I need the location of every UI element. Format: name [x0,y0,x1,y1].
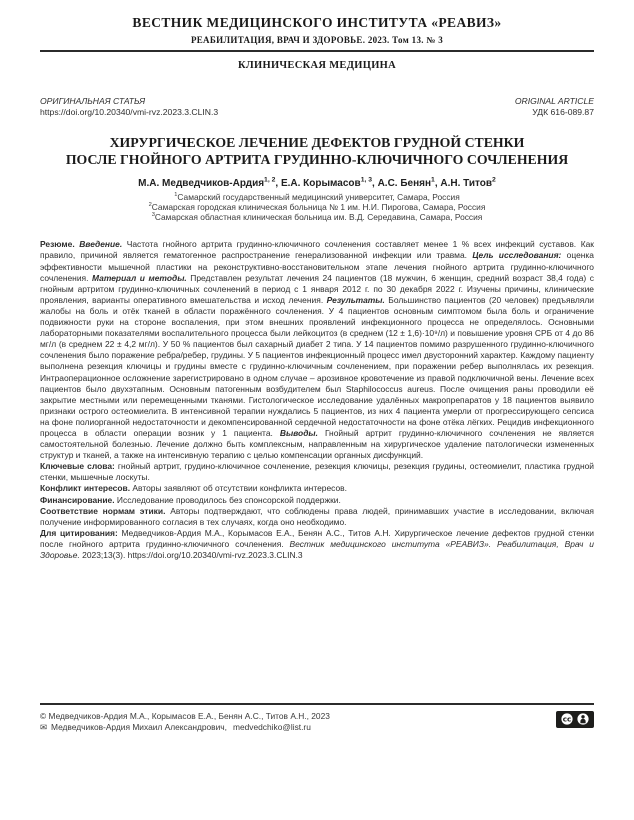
cc-by-license-badge[interactable] [556,711,594,728]
funding-statement: Финансирование. Исследование проводилось без спонсорской поддержки. [40,494,341,505]
affiliation-1: $^1$Самарский государственный медицинский университет, Самара, Россия [174,192,460,202]
citation-paragraph: Для цитирования: Медведчиков-Ардия М.А., Корымасов Е.А., Бенян А.С., Титов А.Н. Хирургическое лечение дефектов грудной стенки после гнойного артрита грудинно-ключичного сочленения. Вестник медицинского института «РЕАВИЗ». Реабилитация, Врач и Здоровье. 2023;13(3). https://doi.org/10.20340/vmi-rvz.2023.3.CLIN.3 [40,527,594,561]
svg-text:cc: cc [562,714,572,724]
keywords-paragraph: Ключевые слова: гнойный артрит, грудино-ключичное сочленение, резекция ключицы, резекция грудины, остеомиелит, пластика грудной стенки, мышечные лоскуты. [40,461,595,483]
ethics-statement: Соответствие нормам этики. Авторы подтверждают, что соблюдены права людей, принимавших участие в исследовании, включая получение информированного согласия в тех случаях, когда оно необходимо. [40,505,594,527]
footer-rule [40,703,594,705]
correspondent-name: Медведчиков-Ардия Михаил Александрович, [51,722,227,732]
article-title-line-2: ПОСЛЕ ГНОЙНОГО АРТРИТА ГРУДИННО-КЛЮЧИЧНОГО СОЧЛЕНЕНИЯ [65,152,569,167]
journal-masthead: ВЕСТНИК МЕДИЦИНСКОГО ИНСТИТУТА «РЕАВИЗ» [132,15,502,30]
meta-row [40,96,594,118]
correspondence-line [40,722,330,733]
affiliation-2: $^2$Самарская городская клиническая больница № 1 им. Н.И. Пирогова, Самара, Россия [148,201,486,212]
copyright-line: © Медведчиков-Ардия М.А., Корымасов Е.А., Бенян А.С., Титов А.Н., 2023 [40,711,330,721]
affiliation-3: $^3$Самарская областная клиническая больница им. В.Д. Середавина, Самара, Россия [151,211,483,222]
affiliations-block [40,193,594,222]
journal-issue-line: РЕАБИЛИТАЦИЯ, ВРАЧ И ЗДОРОВЬЕ. 2023. Том 13. № 3 [190,35,444,45]
article-type-en: ORIGINAL ARTICLE [514,96,594,106]
udk-number: УДК 616-089.87 [532,107,594,117]
email-icon: ✉ [40,722,48,732]
page-footer [40,703,594,733]
article-type-ru: ОРИГИНАЛЬНАЯ СТАТЬЯ [40,96,146,106]
footer-lines [40,711,330,733]
doi-link[interactable]: https://doi.org/10.20340/vmi-rvz.2023.3.CLIN.3 [40,107,219,117]
meta-right [515,96,594,118]
abstract-paragraph: Резюме. Введение. Частота гнойного артрита грудинно-ключичного сочленения составляет менее 1 % всех инфекций суставов. Как правило, причиной является гематогенное распространение генерализованной инфекции или травма. Цель исследования: оценка эффективности мышечной пластики на реконструктивно-восстановительном этапе лечения гнойного артрита грудинно-ключичного сочленения. Материал и методы. Представлен результат лечения 24 пациентов (18 мужчин, 6 женщин, средний возраст 38,4 года) с гнойным артритом грудинно-ключичных сочленений в период с 1 января 2012 г. по 30 декабря 2022 г. Изучены причины, клинические проявления, варианты оперативного вмешательства и исход лечения. Результаты. Большинство пациентов (20 человек) предъявляли жалобы на боль и отёк тканей в области поражённого сочленения. У 4 пациентов основным симптомом была боль и ограничение подвижности руки на стороне воспаления, при этом внешних проявлений инфекционного процесса не определялось. Основными лабораторными показателями воспалительного процесса были лейкоцитоз (в среднем (12 ± 1,6)·10⁹/л) и повышение уровня СРБ от 4 до 86 мг/л (в среднем 22 ± 4,2 мг/л). У 50 % пациентов был сахарный диабет 2 типа. У 14 пациентов помимо разрушенного грудинно-ключичного сочленения было поражение ребра/ребер, грудины. У 5 пациентов инфекционный процесс имел двусторонний характер. Каждому пациенту выполнена резекция ключицы и грудины вместе с грудинно-ключичным сочленением, при поражении ребер выполнялась их резекция. Интраоперационное осложнение зарегистрировано в одном случае – арозивное кровотечение из правой подключичной вены. Лечение всех пациентов было двухэтапным. Основным патогенным возбудителем был Staphilococcus aureus. После очищения раны проводили её закрытие местными или перемещенными тканями. Гистологическое исследование удалённых макропрепаратов у 18 пациентов выявило признаки острого остеомиелита. В интенсивной терапии нуждались 5 пациентов, из них 4 пациента умерли от прогрессирующего сепсиса на фоне полиорганной недостаточности и декомпенсированной сердечной недостаточности на фоне отёка лёгких. Рецидив инфекционного процесса в области операции возник у 1 пациента. Выводы. Гнойный артрит грудинно-ключичного сочленения не является самостоятельной болезнью. Лечение должно быть комплексным, направленным на хирургическое удаление патологически измененных структур и тканей, а также на интенсивную терапию с целью компенсации органных дисфункций. [40,239,594,461]
article-title-line-1: ХИРУРГИЧЕСКОЕ ЛЕЧЕНИЕ ДЕФЕКТОВ ГРУДНОЙ СТЕНКИ [109,135,525,150]
meta-left [40,96,218,118]
article-title [40,134,594,168]
conflict-statement: Конфликт интересов. Авторы заявляют об отсутствии конфликта интересов. [40,483,348,494]
header-rule [40,50,594,52]
authors-line: М.А. Медведчиков-Ардия$^{1, 2}$, Е.А. Корымасов$^{1, 3}$, А.С. Бенян$^1$, А.Н. Титов$^2$ [138,176,496,189]
section-heading: КЛИНИЧЕСКАЯ МЕДИЦИНА [237,60,397,71]
abstract-block [40,239,594,561]
email-link[interactable]: medvedchiko@list.ru [233,722,311,732]
